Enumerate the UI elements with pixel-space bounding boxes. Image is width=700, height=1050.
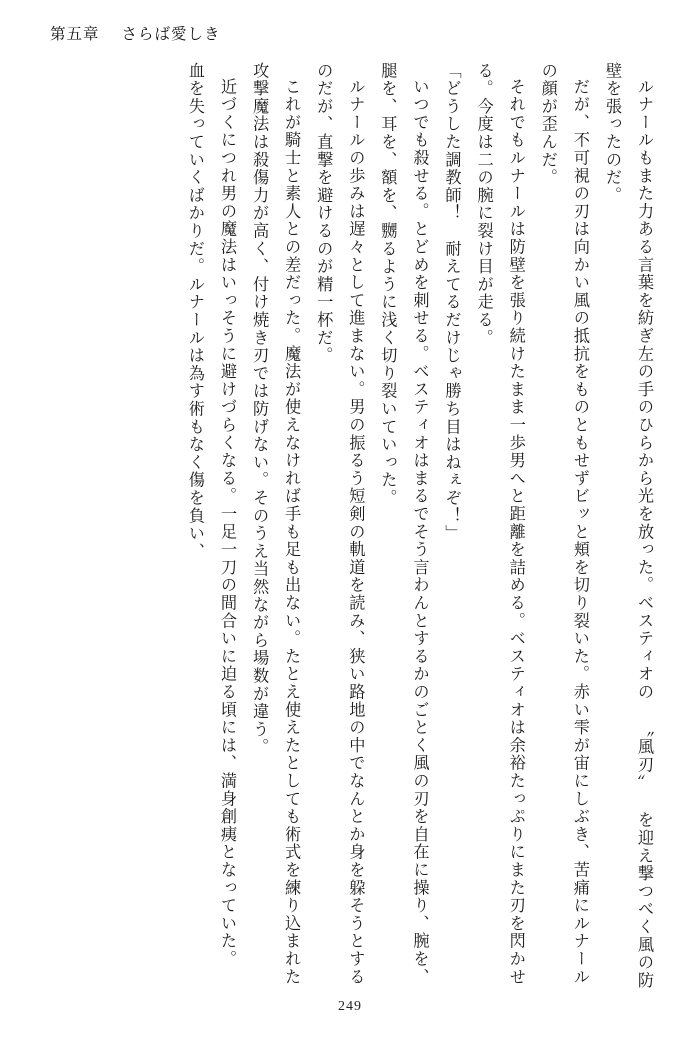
paragraph: それでもルナールは防壁を張り続けたまま一歩男へと距離を詰める。ベスティオは余裕たっぷりにまた刃を閃かせる。今度は二の腕に裂け目が走る。 — [474, 62, 525, 986]
paragraph: ルナールもまた力ある言葉を紡ぎ左の手のひらから光を放った。ベスティオの 〝風刃〟 を迎え撃つべく風の防壁を張ったのだ。 — [602, 62, 653, 990]
paragraph: 近づくにつれ男の魔法はいっそうに避けづらくなる。一足一刀の間合いに迫る頃には、満身創痍となっていた。 — [217, 78, 236, 969]
paragraph: いつでも殺せる。とどめを刺せる。ベスティオはまるでそう言わんとするかのごとく風の刃を自在に操り、腕を、腿を、耳を、額を、嬲るように浅く切り裂いていった。 — [378, 62, 429, 986]
chapter-number: 第五章 — [50, 26, 100, 43]
chapter-title: さらば愛しき — [121, 26, 221, 43]
paragraph-dialogue: 「どうした調教師！ 耐えてるだけじゃ勝ち目はねぇぞ！」 — [442, 62, 461, 543]
page-number: 249 — [338, 999, 362, 1014]
page-footer — [40, 994, 660, 1020]
paragraph: だが、不可視の刃は向かい風の抵抗をものともせずビッと頬を切り裂いた。赤い雫が宙にしぶき、苦痛にルナールの顔が歪んだ。 — [538, 62, 589, 986]
paragraph: これが騎士と素人との差だった。魔法が使えなければ手も足も出ない。たとえ使えたとしても術式を練り込まれた攻撃魔法は殺傷力が高く、付け焼き刃では防げない。そのうえ当然ながら場数が違う。 — [250, 62, 301, 986]
paragraph: ルナールの歩みは遅々として進まない。男の振るう短剣の軌道を読み、狭い路地の中でなんとか身を躱そうとするのだが、直撃を避けるのが精一杯だ。 — [314, 62, 365, 986]
vertical-text-block — [40, 62, 660, 994]
page-body — [40, 62, 660, 994]
page-header — [40, 22, 660, 56]
paragraph: 血を失っていくばかりだ。ルナールは為す術もなく傷を負い、 — [185, 62, 204, 561]
